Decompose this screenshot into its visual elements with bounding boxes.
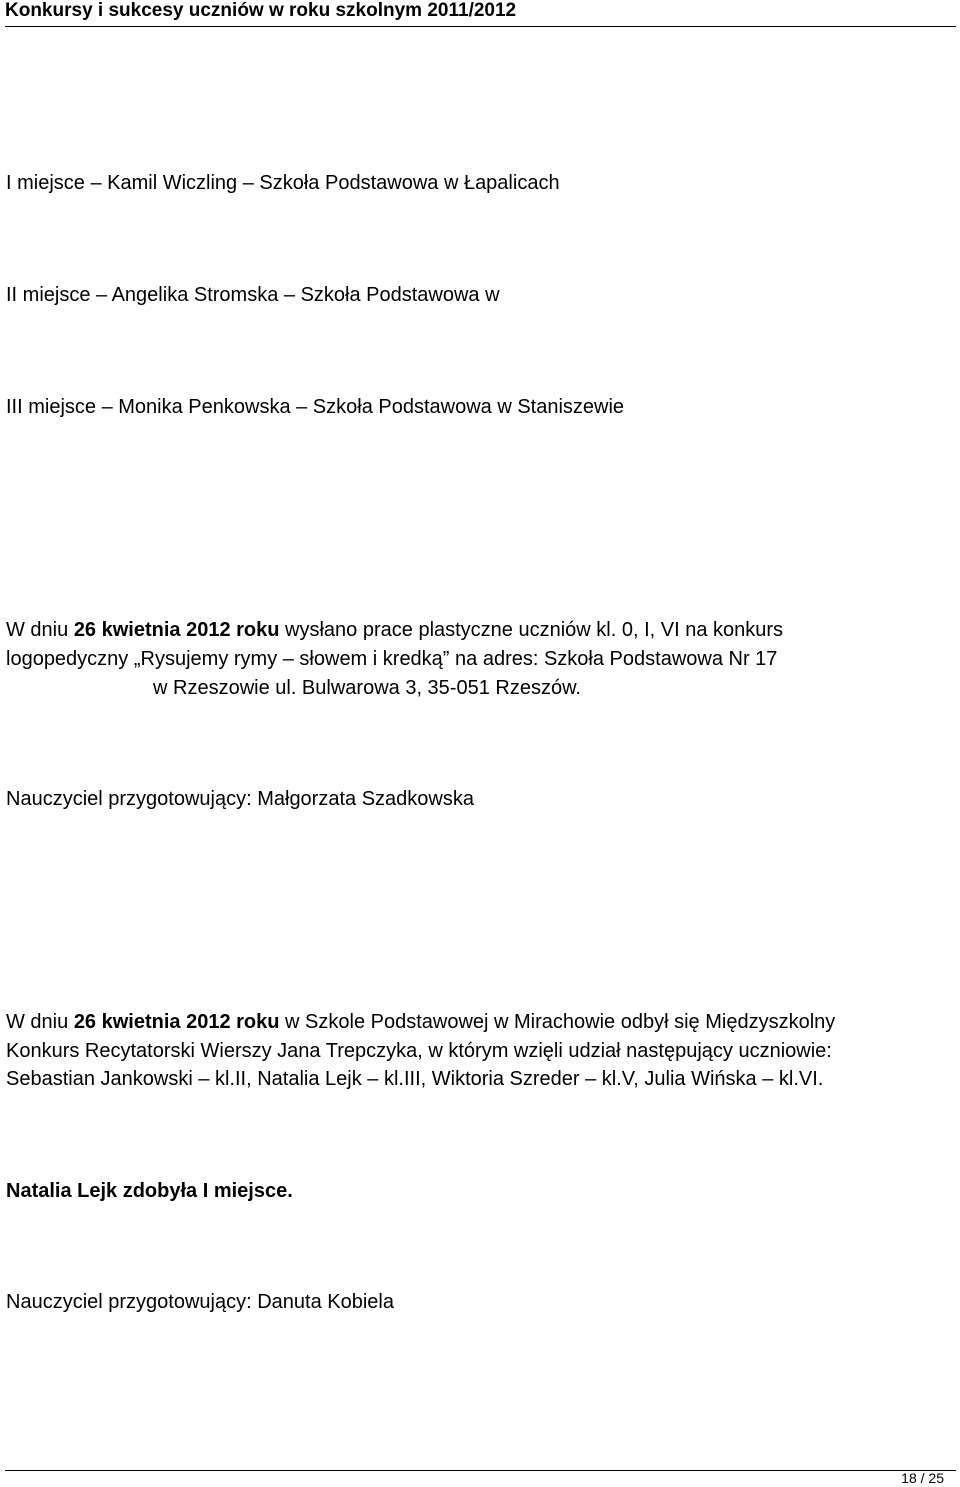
footer-divider <box>5 1470 956 1471</box>
paragraph2-line3: Sebastian Jankowski – kl.II, Natalia Lejk – kl.III, Wiktoria Szreder – kl.V, Julia Wińska – kl.VI. <box>6 1068 824 1090</box>
paragraph1-line3: w Rzeszowie ul. Bulwarowa 3, 35-051 Rzeszów. <box>153 677 581 699</box>
paragraph2-line1 <box>6 1008 835 1037</box>
paragraph2-line2: Konkurs Recytatorski Wierszy Jana Trepczyka, w którym wzięli udział następujący uczniowie: <box>6 1040 832 1062</box>
page-header-title: Konkursy i sukcesy uczniów w roku szkolnym 2011/2012 <box>5 0 517 21</box>
paragraph1-date: 26 kwietnia 2012 roku <box>73 619 280 641</box>
header-divider <box>5 26 956 27</box>
paragraph1-suffix: wysłano prace plastyczne uczniów kl. 0, I, VI na konkurs <box>279 619 784 641</box>
paragraph2-suffix: w Szkole Podstawowej w Mirachowie odbył się Międzyszkolny <box>279 1011 836 1033</box>
page-number: 18 / 25 <box>901 1470 944 1486</box>
winner-second-place: II miejsce – Angelika Stromska – Szkoła Podstawowa w <box>6 284 500 306</box>
paragraph1-prefix: W dniu <box>6 619 74 641</box>
teacher-line-2: Nauczyciel przygotowujący: Danuta Kobiela <box>6 1291 394 1313</box>
teacher-line-1: Nauczyciel przygotowujący: Małgorzata Szadkowska <box>6 788 474 810</box>
winner-third-place: III miejsce – Monika Penkowska – Szkoła Podstawowa w Staniszewie <box>6 396 625 418</box>
result-statement: Natalia Lejk zdobyła I miejsce. <box>6 1180 293 1202</box>
paragraph1-line2: logopedyczny „Rysujemy rymy – słowem i kredką” na adres: Szkoła Podstawowa Nr 17 <box>6 648 778 670</box>
paragraph2-prefix: W dniu <box>6 1011 74 1033</box>
paragraph2-date: 26 kwietnia 2012 roku <box>73 1011 280 1033</box>
winner-first-place: I miejsce – Kamil Wiczling – Szkoła Podstawowa w Łapalicach <box>6 172 560 194</box>
paragraph1-line1 <box>6 616 783 645</box>
